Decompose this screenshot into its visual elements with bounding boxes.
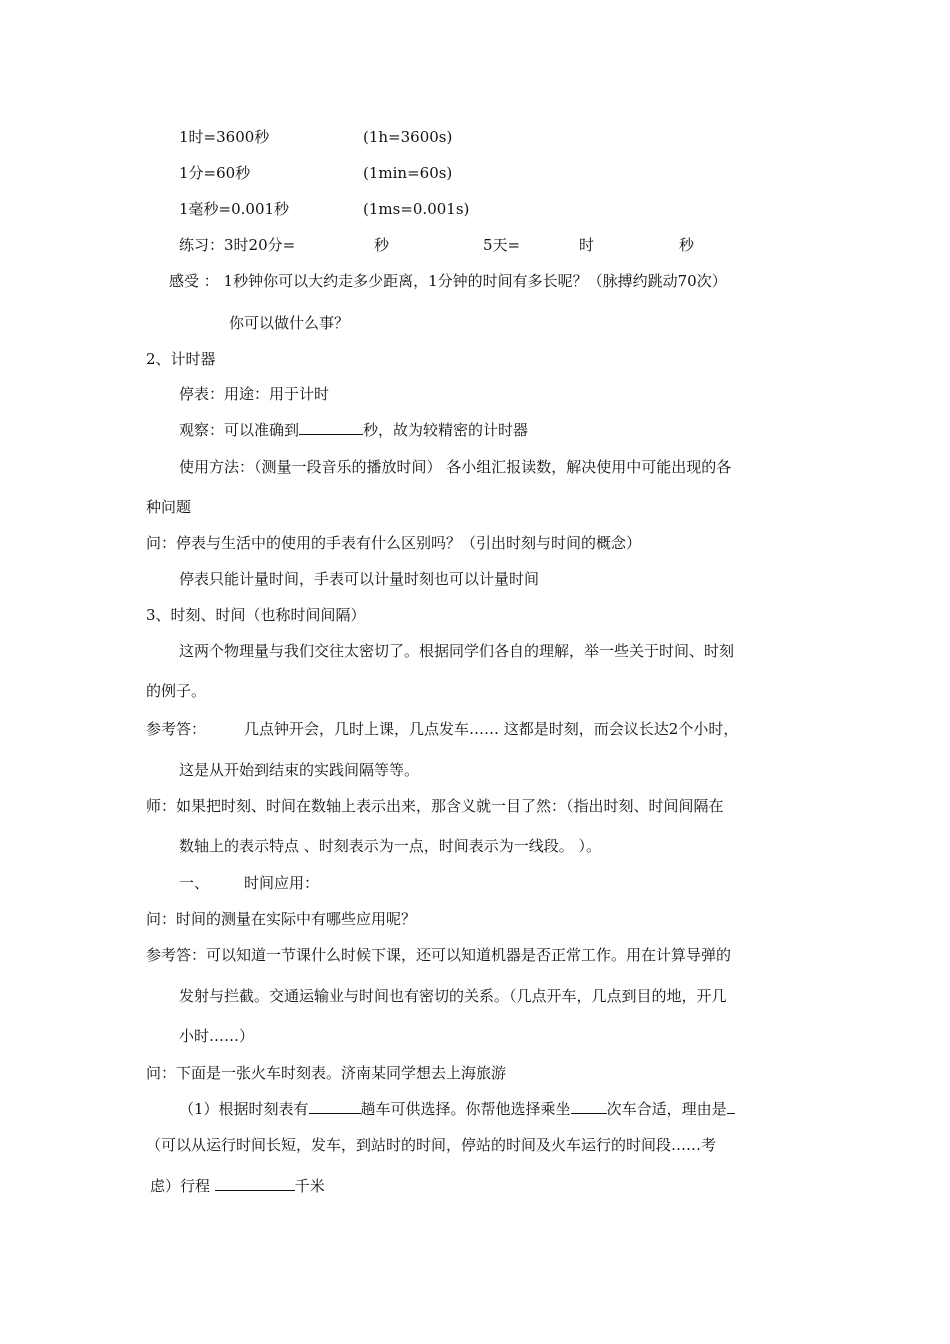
teacher-line-2: 数轴上的表示特点 、时刻表示为一点，时间表示为一线段。 ）。 [179,837,602,855]
stopwatch-usage: 停表：用途：用于计时 [179,385,330,403]
reference-line-1: 几点钟开会，几时上课，几点发车…… 这都是时刻，而会议长达2个小时， [244,720,739,738]
unit-hour-right: (1h=3600s) [363,128,453,146]
application-answer-3: 小时……） [179,1027,255,1045]
practice-unit-hour: 时 [579,236,595,254]
observe-text-a: 观察：可以准确到 [179,421,300,439]
section-3-heading: 3、时刻、时间（也称时间间隔） [146,606,366,624]
feel-line-2: 你可以做什么事？ [229,314,350,332]
train-count-blank [309,1099,361,1114]
feel-line-1: 感受 ： 1秒钟你可以大约走多少距离，1分钟的时间有多长呢？（脉搏约跳动70次） [169,272,727,290]
train-subquestion-1 [179,1099,735,1119]
observe-text-b: 秒，故为较精密的计时器 [363,421,529,439]
practice-days: 5天= [483,236,521,254]
unit-ms-right: (1ms=0.001s) [363,200,470,218]
section-2-heading: 2、计时器 [146,350,216,368]
s3-para-line-2: 的例子。 [146,682,207,700]
train-sub-text-c: 次车合适，理由是 [606,1100,727,1118]
unit-minute-left: 1分=60秒 [179,164,251,182]
practice-unit-sec: 秒 [374,236,390,254]
train-distance-unit: 千米 [294,1177,325,1195]
application-answer-2: 发射与拦截。交通运输业与时间也有密切的关系。（几点开车，几点到目的地，开几 [179,987,727,1005]
question-application: 问：时间的测量在实际中有哪些应用呢？ [146,910,417,928]
train-subquestion-2: （可以从运行时间长短，发车，到站时的时间，停站的时间及火车运行的时间段……考 [146,1136,717,1154]
unit-minute-right: (1min=60s) [363,164,453,182]
answer-stopwatch: 停表只能计量时间，手表可以计量时刻也可以计量时间 [179,570,540,588]
observe-blank [299,420,363,435]
unit-hour-left: 1时=3600秒 [179,128,270,146]
usage-line-1: 使用方法：（测量一段音乐的播放时间） 各小组汇报读数，解决使用中可能出现的各 [179,458,732,476]
practice-label: 练习：3时20分= [179,236,296,254]
reference-line-2: 这是从开始到结束的实践间隔等等。 [179,761,420,779]
train-subquestion-3 [150,1176,325,1196]
train-reason-blank [727,1099,735,1114]
train-choice-blank [571,1099,607,1114]
train-distance-blank [215,1176,295,1191]
question-stopwatch: 问：停表与生活中的使用的手表有什么区别吗？（引出时刻与时间的概念） [146,534,642,552]
train-sub-text-a: （1）根据时刻表有 [179,1100,309,1118]
application-answer-1: 参考答：可以知道一节课什么时候下课，还可以知道机器是否正常工作。用在计算导弹的 [146,946,732,964]
unit-row-hour [179,127,269,147]
practice-unit-sec-2: 秒 [679,236,695,254]
observe-line [179,420,528,440]
s3-para-line-1: 这两个物理量与我们交往太密切了。根据同学们各自的理解，举一些关于时间、时刻 [179,642,735,660]
question-train: 问：下面是一张火车时刻表。济南某同学想去上海旅游 [146,1064,507,1082]
teacher-line-1: 师：如果把时刻、时间在数轴上表示出来，那含义就一目了然：（指出时刻、时间间隔在 [146,797,724,815]
section-4-number: 一、 [179,874,210,892]
unit-ms-left: 1毫秒=0.001秒 [179,200,290,218]
reference-label: 参考答： [146,720,207,738]
section-4-title: 时间应用： [244,874,320,892]
train-sub-text-b: 趟车可供选择。你帮他选择乘坐 [360,1100,571,1118]
train-distance-label: 虑）行程 [150,1177,215,1195]
usage-line-2: 种问题 [146,498,192,516]
